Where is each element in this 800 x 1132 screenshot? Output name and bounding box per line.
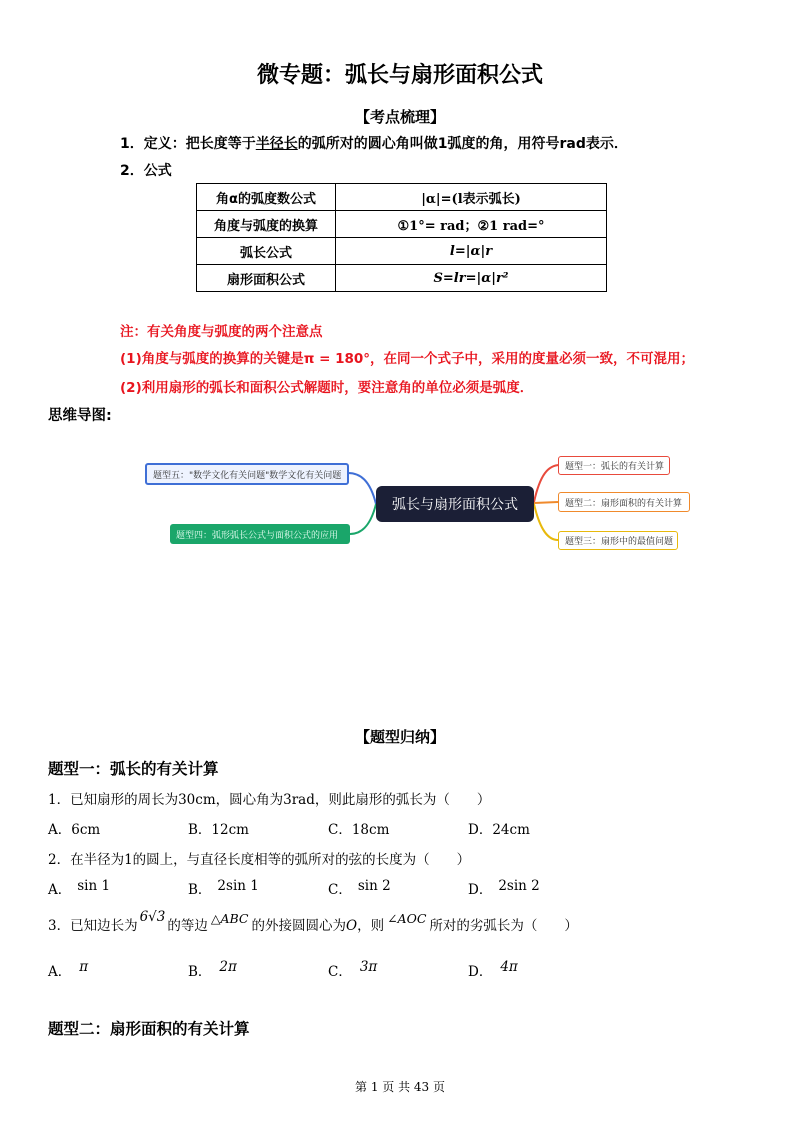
connector-left-bottom bbox=[350, 504, 376, 534]
table-cell-value: S=lr=|α|r² bbox=[336, 265, 607, 292]
definition-post: 的弧所对的圆心角叫做1弧度的角，用符号rad表示． bbox=[297, 136, 628, 152]
q3-text-1: 3．已知边长为 bbox=[48, 918, 138, 934]
connector-left-top bbox=[348, 473, 376, 504]
q3-math-side: 6√3 bbox=[139, 909, 166, 925]
definition-underlined: 半径长 bbox=[255, 136, 298, 152]
notes-heading: 注：有关角度与弧度的两个注意点 bbox=[120, 324, 323, 340]
mindmap-node-type4: 题型四：弧形弧长公式与面积公式的应用 bbox=[170, 524, 350, 544]
q3-math-angle: ∠AOC bbox=[387, 911, 427, 926]
q1-option-a: A．6cm bbox=[48, 822, 101, 838]
q3-option-c bbox=[328, 960, 377, 980]
q2-option-c-value: sin 2 bbox=[357, 878, 391, 894]
table-cell-name: 扇形面积公式 bbox=[197, 265, 336, 292]
q3-option-c-value: 3π bbox=[359, 959, 378, 975]
q1-option-d: D．24cm bbox=[468, 822, 530, 838]
table-cell-value: l=|α|r bbox=[336, 238, 607, 265]
section-heading-types: 【题型归纳】 bbox=[354, 728, 445, 746]
q3-math-center: O bbox=[346, 918, 358, 934]
definition-line bbox=[120, 133, 628, 153]
formula-table bbox=[196, 183, 607, 292]
q3-math-triangle: △ABC bbox=[210, 911, 249, 926]
mindmap-node-type1: 题型一：弧长的有关计算 bbox=[558, 456, 670, 475]
q2-option-d-value: 2sin 2 bbox=[498, 878, 540, 894]
connector-right-top bbox=[534, 465, 560, 502]
table-cell-name: 弧长公式 bbox=[197, 238, 336, 265]
mindmap-center-node: 弧长与扇形面积公式 bbox=[376, 486, 534, 522]
mindmap-node-type3: 题型三：扇形中的最值问题 bbox=[558, 531, 678, 550]
q2-option-b bbox=[188, 878, 259, 898]
type1-heading: 题型一：弧长的有关计算 bbox=[48, 760, 219, 778]
note-1: (1)角度与弧度的换算的关键是π = 180°，在同一个式子中，采用的度量必须一致，不可混用； bbox=[120, 351, 695, 367]
q3-option-a-value: π bbox=[79, 959, 89, 975]
q3-option-d bbox=[468, 960, 518, 980]
q3-option-b-value: 2π bbox=[219, 959, 237, 975]
q3-text-2: 的等边 bbox=[167, 918, 208, 934]
table-row bbox=[197, 265, 607, 292]
q3-text-5: 所对的劣弧长为（ ） bbox=[429, 918, 578, 934]
q2-option-c bbox=[328, 878, 391, 898]
section-heading-points: 【考点梳理】 bbox=[354, 108, 445, 126]
page-footer: 第 1 页 共 43 页 bbox=[355, 1080, 445, 1094]
question-1-stem: 1．已知扇形的周长为30cm，圆心角为3rad，则此扇形的弧长为（ ） bbox=[48, 792, 491, 808]
type2-heading: 题型二：扇形面积的有关计算 bbox=[48, 1020, 250, 1038]
table-cell-name: 角α的弧度数公式 bbox=[197, 184, 336, 211]
q3-text-3: 的外接圆圆心为 bbox=[251, 918, 346, 934]
table-cell-value: |α|=(l表示弧长) bbox=[336, 184, 607, 211]
q3-option-d-value: 4π bbox=[500, 959, 518, 975]
mindmap-node-type5: 题型五："数学文化有关问题"数学文化有关问题 bbox=[145, 463, 349, 485]
q2-option-a-label: A． bbox=[48, 882, 72, 898]
q2-option-a bbox=[48, 878, 110, 898]
q2-option-c-label: C． bbox=[328, 882, 352, 898]
table-row bbox=[197, 238, 607, 265]
question-2-stem: 2．在半径为1的圆上，与直径长度相等的弧所对的弦的长度为（ ） bbox=[48, 852, 471, 868]
q2-option-b-label: B． bbox=[188, 882, 212, 898]
q1-option-b: B．12cm bbox=[188, 822, 249, 838]
q3-option-a bbox=[48, 960, 88, 980]
definition-pre: 把长度等于 bbox=[185, 136, 256, 152]
q3-option-c-label: C． bbox=[328, 964, 352, 980]
mindmap-label: 思维导图: bbox=[48, 408, 112, 424]
table-cell-value: ①1°= rad；②1 rad=° bbox=[336, 211, 607, 238]
q2-option-b-value: 2sin 1 bbox=[217, 878, 259, 894]
q2-option-a-value: sin 1 bbox=[77, 878, 111, 894]
q3-option-b bbox=[188, 960, 237, 980]
q3-option-a-label: A． bbox=[48, 964, 72, 980]
q1-option-c: C．18cm bbox=[328, 822, 390, 838]
q2-option-d bbox=[468, 878, 540, 898]
question-3-stem bbox=[48, 909, 578, 934]
note-2: (2)利用扇形的弧长和面积公式解题时，要注意角的单位必须是弧度． bbox=[120, 380, 534, 396]
table-row bbox=[197, 211, 607, 238]
q3-option-d-label: D． bbox=[468, 964, 493, 980]
definition-number: 1．定义： bbox=[120, 136, 186, 152]
page-title: 微专题：弧长与扇形面积公式 bbox=[256, 63, 543, 88]
q3-option-b-label: B． bbox=[188, 964, 212, 980]
q3-text-4: ，则 bbox=[357, 918, 385, 934]
table-cell-name: 角度与弧度的换算 bbox=[197, 211, 336, 238]
q2-option-d-label: D． bbox=[468, 882, 493, 898]
formula-heading: 2．公式 bbox=[120, 163, 172, 179]
connector-right-bottom bbox=[534, 504, 558, 540]
table-row bbox=[197, 184, 607, 211]
mindmap-node-type2: 题型二：扇形面积的有关计算 bbox=[558, 492, 690, 512]
connector-right-mid bbox=[534, 502, 558, 503]
